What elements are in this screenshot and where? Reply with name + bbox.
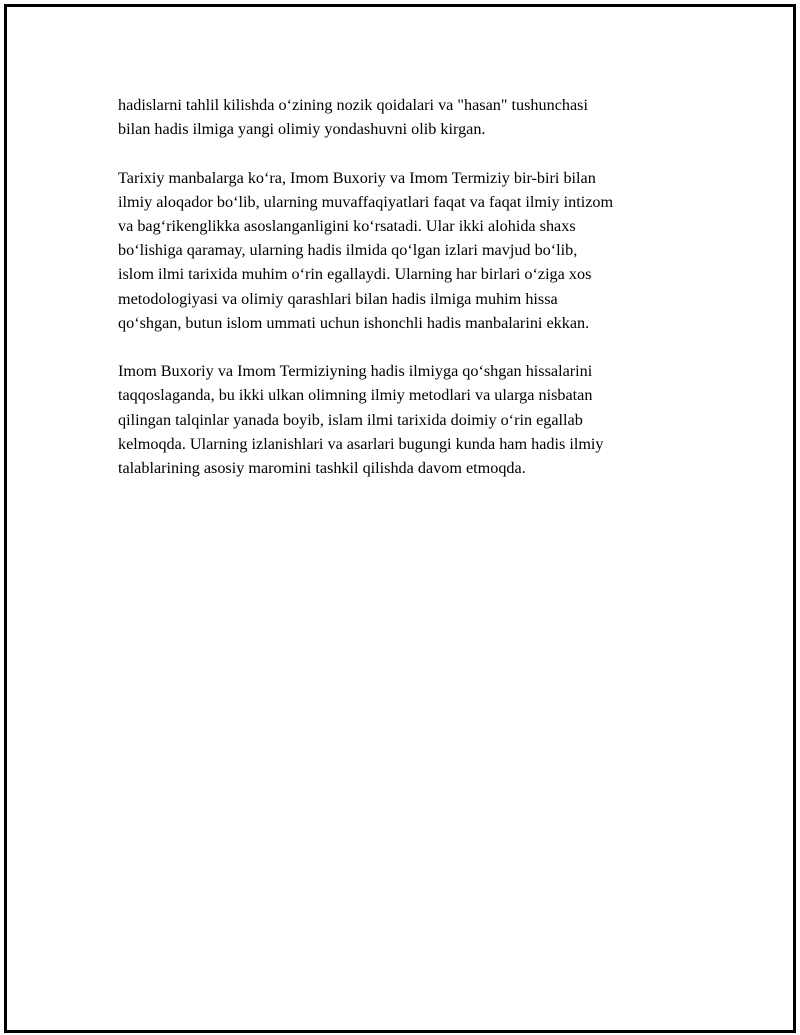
paragraph-1: hadislarni tahlil kilishda o‘zining nozik qoidalari va "hasan" tushunchasi bilan hadis ilmiga yangi olimiy yondashuvni olib kirgan.: [118, 96, 588, 139]
paragraph-2: Tarixiy manbalarga ko‘ra, Imom Buxoriy va Imom Termiziy bir-biri bilan ilmiy aloqador bo‘lib, ularning muvaffaqiyatlari faqat va faqat ilmiy intizom va bag‘rikenglikka asoslanganligini ko‘rsatadi. Ular ikki alohida shaxs bo‘lishiga qaramay, ularning hadis ilmida qo‘lgan izlari mavjud bo‘lib, islom ilmi tarixida muhim o‘rin egallaydi. Ularning har birlari o‘ziga xos metodologiyasi va olimiy qarashlari bilan hadis ilmiga muhim hissa qo‘shgan, butun islom ummati uchun ishonchli hadis manbalarini ekkan.: [118, 168, 614, 332]
paragraph-3: Imom Buxoriy va Imom Termiziyning hadis ilmiyga qo‘shgan hissalarini taqqoslaganda, bu ikki ulkan olimning ilmiy metodlari va ularga nisbatan qilingan talqinlar yanada boyib, islam ilmi tarixida doimiy o‘rin egallab kelmoqda. Ularning izlanishlari va asarlari bugungi kunda ham hadis ilmiy talablarining asosiy maromini tashkil qilishda davom etmoqda.: [118, 362, 604, 478]
document-body: [118, 93, 698, 504]
